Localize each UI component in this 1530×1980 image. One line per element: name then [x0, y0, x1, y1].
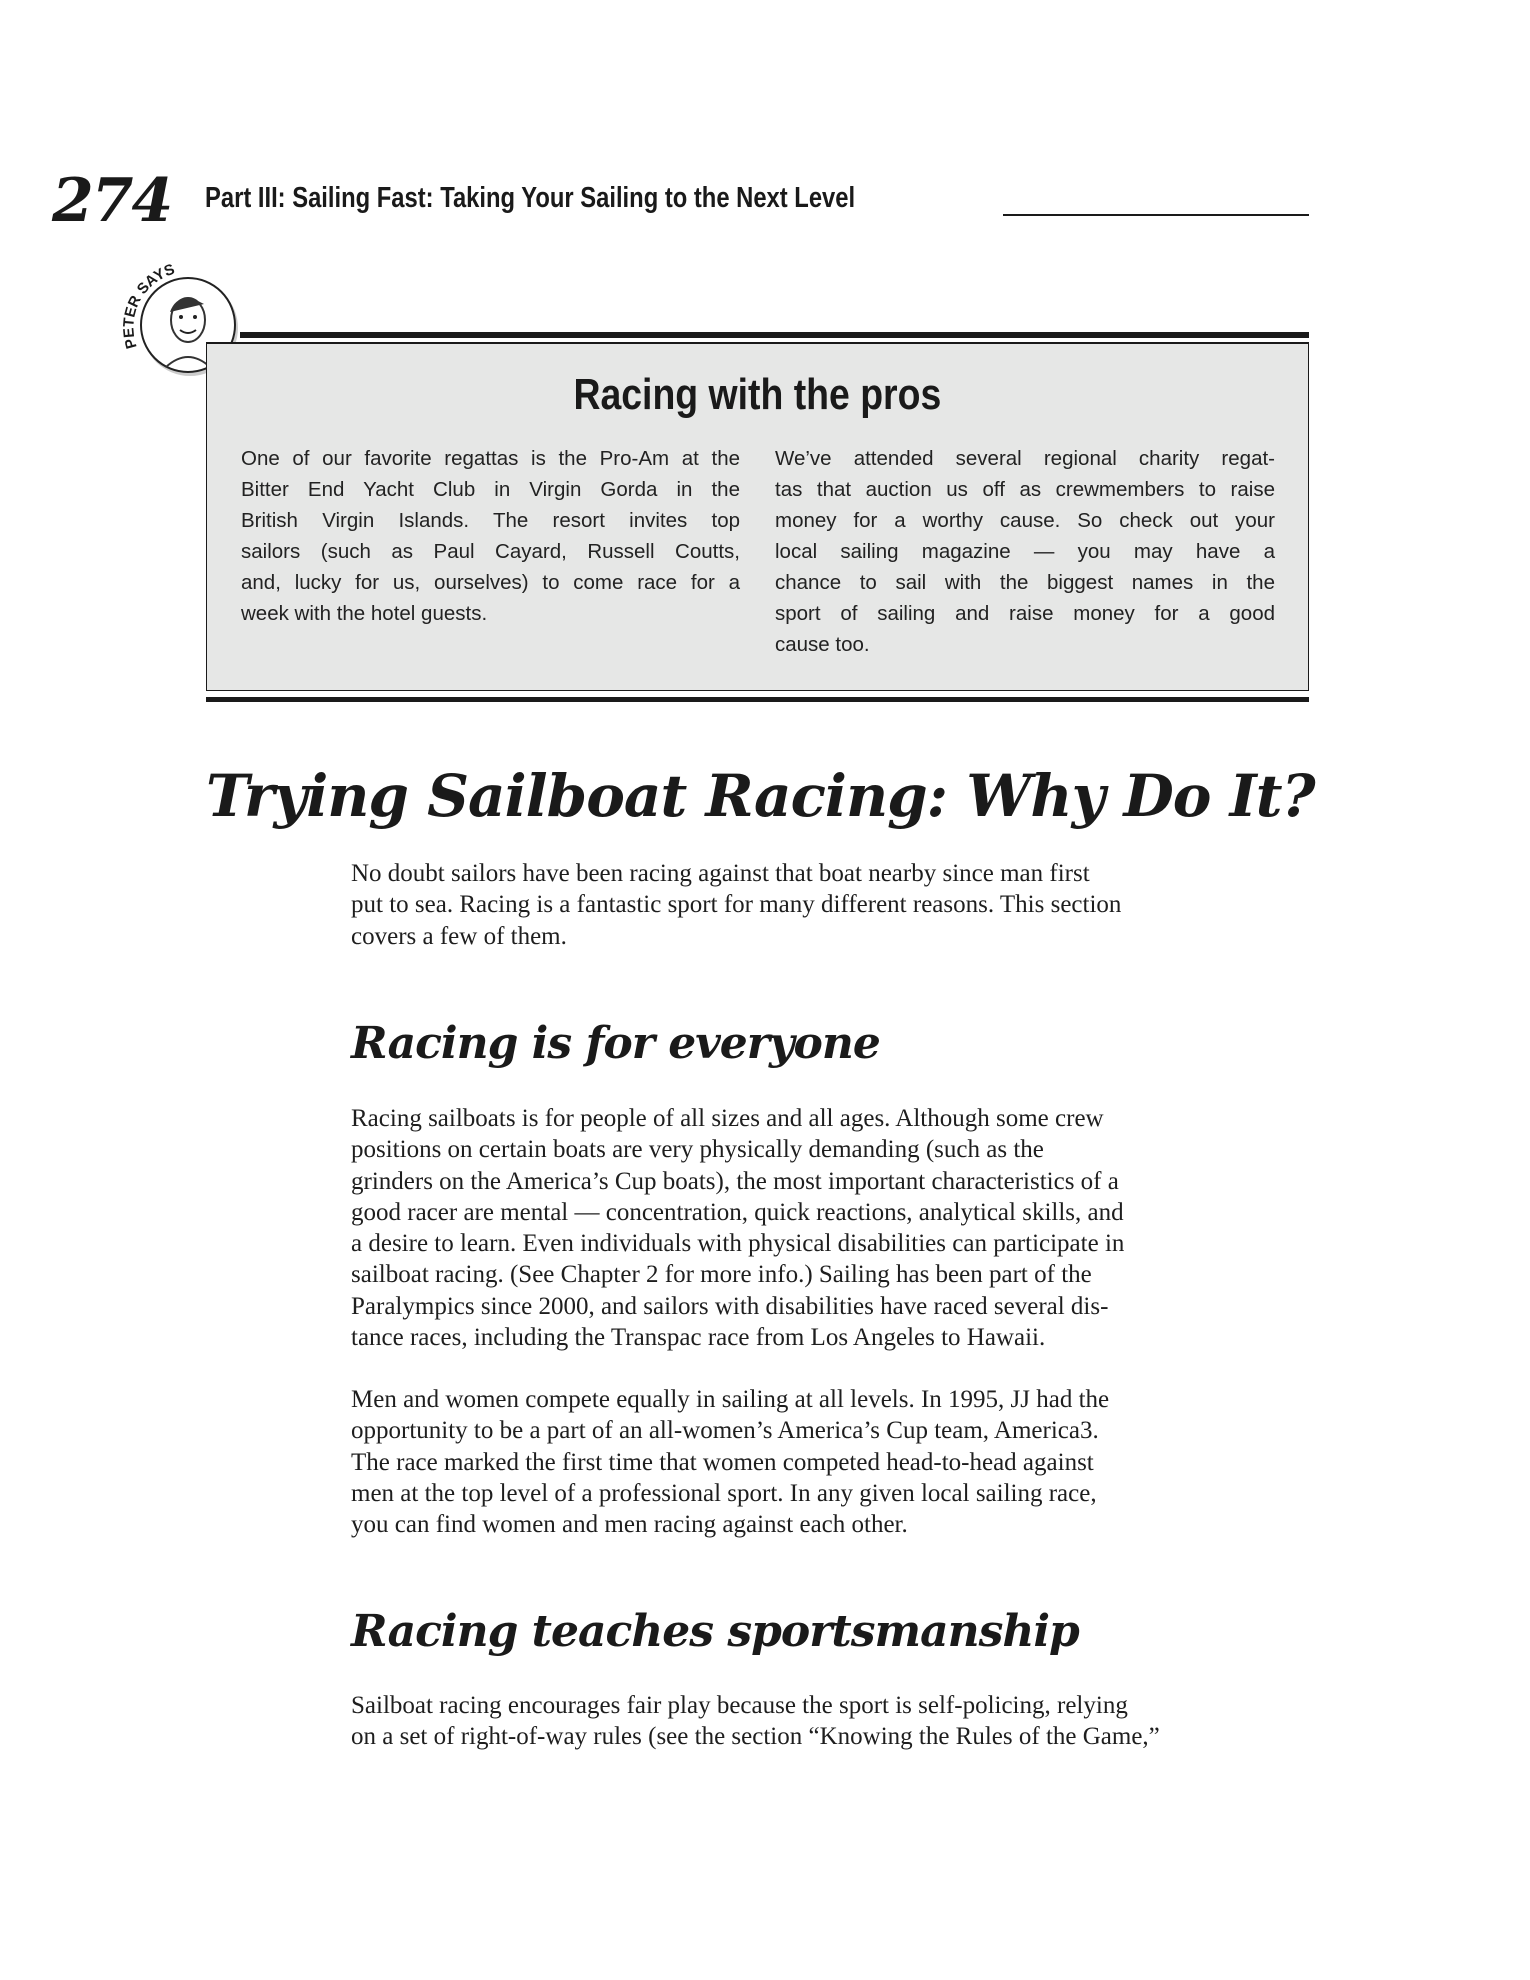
- text-line: you can find women and men racing against each other.: [351, 1511, 908, 1539]
- text-line: on a set of right-of-way rules (see the section “Knowing the Rules of the Game,”: [351, 1723, 1160, 1751]
- sidebar-left-column: [241, 443, 740, 629]
- text-line: opportunity to be a part of an all-women’s America’s Cup team, America3.: [351, 1417, 1099, 1445]
- sidebar-title: Racing with the pros: [573, 370, 942, 419]
- text-line: cause too.: [775, 633, 870, 656]
- text-line: Racing sailboats is for people of all sizes and all ages. Although some crew: [351, 1105, 1104, 1132]
- text-line: Paralympics since 2000, and sailors with disabilities have raced several dis-: [351, 1292, 1109, 1320]
- text-line: tance races, including the Transpac race from Los Angeles to Hawaii.: [351, 1324, 1046, 1352]
- text-line: sailboat racing. (See Chapter 2 for more info.) Sailing has been part of the: [351, 1261, 1092, 1289]
- text-line: The race marked the first time that women competed head-to-head against: [351, 1448, 1094, 1476]
- text-line: week with the hotel guests.: [241, 602, 488, 625]
- text-line: positions on certain boats are very physically demanding (such as the: [351, 1136, 1044, 1164]
- section-heading: Trying Sailboat Racing: Why Do It?: [206, 762, 1315, 830]
- text-line: good racer are mental — concentration, quick reactions, analytical skills, and: [351, 1198, 1124, 1226]
- header-rule: [1003, 214, 1309, 216]
- text-line: Bitter End Yacht Club in Virgin Gorda in the: [241, 478, 740, 501]
- paragraph-everyone-2: [351, 1384, 1321, 1540]
- sidebar-top-rule: [240, 332, 1309, 338]
- text-line: men at the top level of a professional sport. In any given local sailing race,: [351, 1479, 1097, 1507]
- text-line: sailors (such as Paul Cayard, Russell Coutts,: [241, 540, 740, 563]
- text-line: put to sea. Racing is a fantastic sport for many different reasons. This section: [351, 891, 1122, 919]
- text-line: money for a worthy cause. So check out your: [775, 509, 1275, 532]
- text-line: grinders on the America’s Cup boats), the most important characteristics of a: [351, 1167, 1119, 1195]
- paragraph-sportsmanship: [351, 1690, 1321, 1753]
- text-line: sport of sailing and raise money for a good: [775, 602, 1275, 625]
- subheading-racing-for-everyone: Racing is for everyone: [351, 1018, 880, 1069]
- text-line: British Virgin Islands. The resort invites top: [241, 509, 740, 532]
- text-line: No doubt sailors have been racing against that boat nearby since man first: [351, 860, 1090, 887]
- text-line: and, lucky for us, ourselves) to come race for a: [241, 571, 740, 594]
- paragraph-everyone-1: [351, 1103, 1321, 1353]
- text-line: We’ve attended several regional charity regat-: [775, 447, 1275, 470]
- sidebar-right-column: [775, 443, 1275, 660]
- subheading-sportsmanship: Racing teaches sportsmanship: [351, 1606, 1079, 1657]
- sidebar-bottom-rule: [206, 697, 1309, 702]
- page-number: 274: [52, 166, 172, 236]
- running-header: Part III: Sailing Fast: Taking Your Sailing to the Next Level: [205, 182, 856, 214]
- intro-paragraph: [351, 858, 1321, 952]
- text-line: tas that auction us off as crewmembers to raise: [775, 478, 1275, 501]
- text-line: Sailboat racing encourages fair play because the sport is self-policing, relying: [351, 1692, 1128, 1719]
- text-line: a desire to learn. Even individuals with physical disabilities can participate in: [351, 1230, 1125, 1258]
- text-line: chance to sail with the biggest names in the: [775, 571, 1275, 594]
- text-line: One of our favorite regattas is the Pro-Am at the: [241, 447, 740, 470]
- text-line: local sailing magazine — you may have a: [775, 540, 1275, 563]
- text-line: Men and women compete equally in sailing at all levels. In 1995, JJ had the: [351, 1386, 1110, 1413]
- text-line: covers a few of them.: [351, 922, 567, 950]
- peter-says-label: PETER SAYS: [120, 260, 177, 351]
